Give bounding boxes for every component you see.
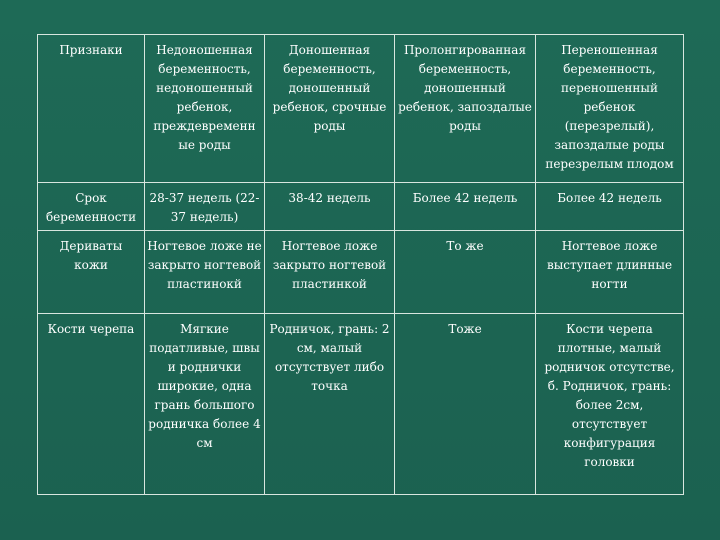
header-cell-postterm — [536, 35, 684, 183]
table-cell — [536, 231, 684, 314]
table-cell — [395, 314, 536, 495]
table-cell — [145, 183, 265, 231]
header-text: Недоношенная беременность, недоношенный ребенок, преждевременн ые роды — [153, 43, 256, 152]
header-cell-term — [265, 35, 395, 183]
table-cell — [265, 314, 395, 495]
header-text: Доношенная беременность, доношенный ребенок, срочные роды — [272, 43, 387, 133]
header-cell-features — [38, 35, 145, 183]
table-cell — [536, 183, 684, 231]
header-text: Пролонгированная беременность, доношенный ребенок, запоздалые роды — [398, 43, 532, 133]
cell-text: Ногтевое ложе закрыто ногтевой пластинкой — [272, 239, 387, 291]
cell-text: Более 42 недель — [557, 191, 662, 205]
cell-text: 38-42 недель — [288, 191, 371, 205]
cell-text: Более 42 недель — [412, 191, 518, 205]
header-text: Переношенная беременность, переношенный ребенок (перезрелый), запоздалые роды перезрелым плодом — [545, 43, 674, 171]
table-row — [38, 314, 684, 495]
table-row — [38, 183, 684, 231]
header-cell-prolonged — [395, 35, 536, 183]
pregnancy-comparison-table — [37, 34, 684, 495]
table-cell — [395, 231, 536, 314]
cell-text: Кости черепа плотные, малый родничок отсутстве, б. Родничок, грань: более 2см, отсутствует конфигурация головки — [544, 322, 675, 469]
table-cell — [145, 314, 265, 495]
header-text: Признаки — [59, 43, 123, 57]
row-label-skull-bones — [38, 314, 145, 495]
header-cell-preterm — [145, 35, 265, 183]
table-cell — [395, 183, 536, 231]
cell-text: Ногтевое ложе не закрыто ногтевой пластинокй — [147, 239, 262, 291]
table-cell — [265, 183, 395, 231]
table-cell — [145, 231, 265, 314]
cell-text: 28-37 недель (22-37 недель) — [149, 191, 260, 224]
row-label-text: Срок беременности — [45, 191, 137, 224]
cell-text: То же — [446, 239, 484, 253]
row-label-text: Дериваты кожи — [59, 239, 123, 272]
table-row — [38, 231, 684, 314]
row-label-skin-derivatives — [38, 231, 145, 314]
row-label-gestation-term — [38, 183, 145, 231]
cell-text: Мягкие податливые, швы и роднички широкие, одна грань большого родничка более 4 см — [148, 322, 261, 450]
table-header-row — [38, 35, 684, 183]
table-cell — [536, 314, 684, 495]
row-label-text: Кости черепа — [47, 322, 135, 336]
cell-text: Тоже — [448, 322, 482, 336]
cell-text: Ногтевое ложе выступает длинные ногти — [546, 239, 673, 291]
cell-text: Родничок, грань: 2 см, малый отсутствует либо точка — [269, 322, 390, 393]
table-cell — [265, 231, 395, 314]
